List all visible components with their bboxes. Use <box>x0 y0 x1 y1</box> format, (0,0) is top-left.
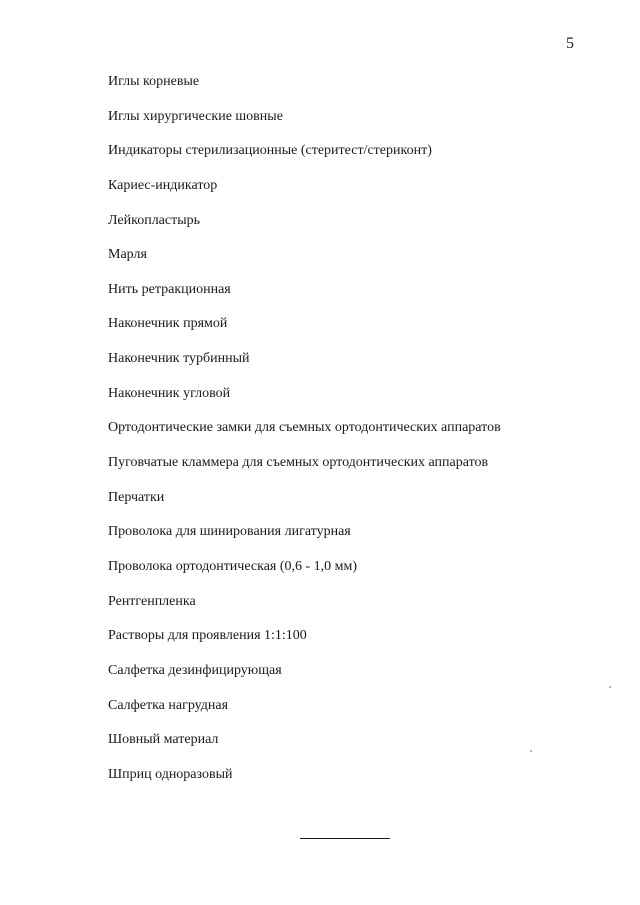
list-item: Проволока для шинирования лигатурная <box>108 524 351 540</box>
list-item: Индикаторы стерилизационные (стеритест/стериконт) <box>108 143 432 159</box>
list-item: Перчатки <box>108 489 165 505</box>
list-item: Иглы хирургические шовные <box>108 108 283 124</box>
list-item: Наконечник угловой <box>108 385 231 401</box>
list-item: Шовный материал <box>108 732 219 748</box>
list-item: Кариес-индикатор <box>108 177 218 193</box>
list-item: Лейкопластырь <box>108 212 201 228</box>
list-item: Наконечник турбинный <box>108 351 250 367</box>
list-item: Салфетка нагрудная <box>108 697 229 713</box>
list-item: Шприц одноразовый <box>108 766 233 782</box>
page-number: 5 <box>566 35 574 52</box>
list-item: Пуговчатые кламмера для съемных ортодонтических аппаратов <box>108 455 489 471</box>
list-item: Рентгенпленка <box>108 593 196 609</box>
list-item: Салфетка дезинфицирующая <box>108 662 282 678</box>
list-item: Наконечник прямой <box>108 316 228 332</box>
supply-list <box>108 72 501 799</box>
list-item: Иглы корневые <box>108 74 200 89</box>
closing-rule <box>300 838 390 839</box>
list-item: Нить ретракционная <box>108 281 231 297</box>
scan-speck <box>609 686 611 688</box>
list-item: Растворы для проявления 1:1:100 <box>108 628 307 644</box>
list-item: Марля <box>108 247 147 263</box>
list-item: Ортодонтические замки для съемных ортодонтических аппаратов <box>108 420 501 436</box>
scan-speck <box>530 750 532 752</box>
list-item: Проволока ортодонтическая (0,6 - 1,0 мм) <box>108 558 358 574</box>
